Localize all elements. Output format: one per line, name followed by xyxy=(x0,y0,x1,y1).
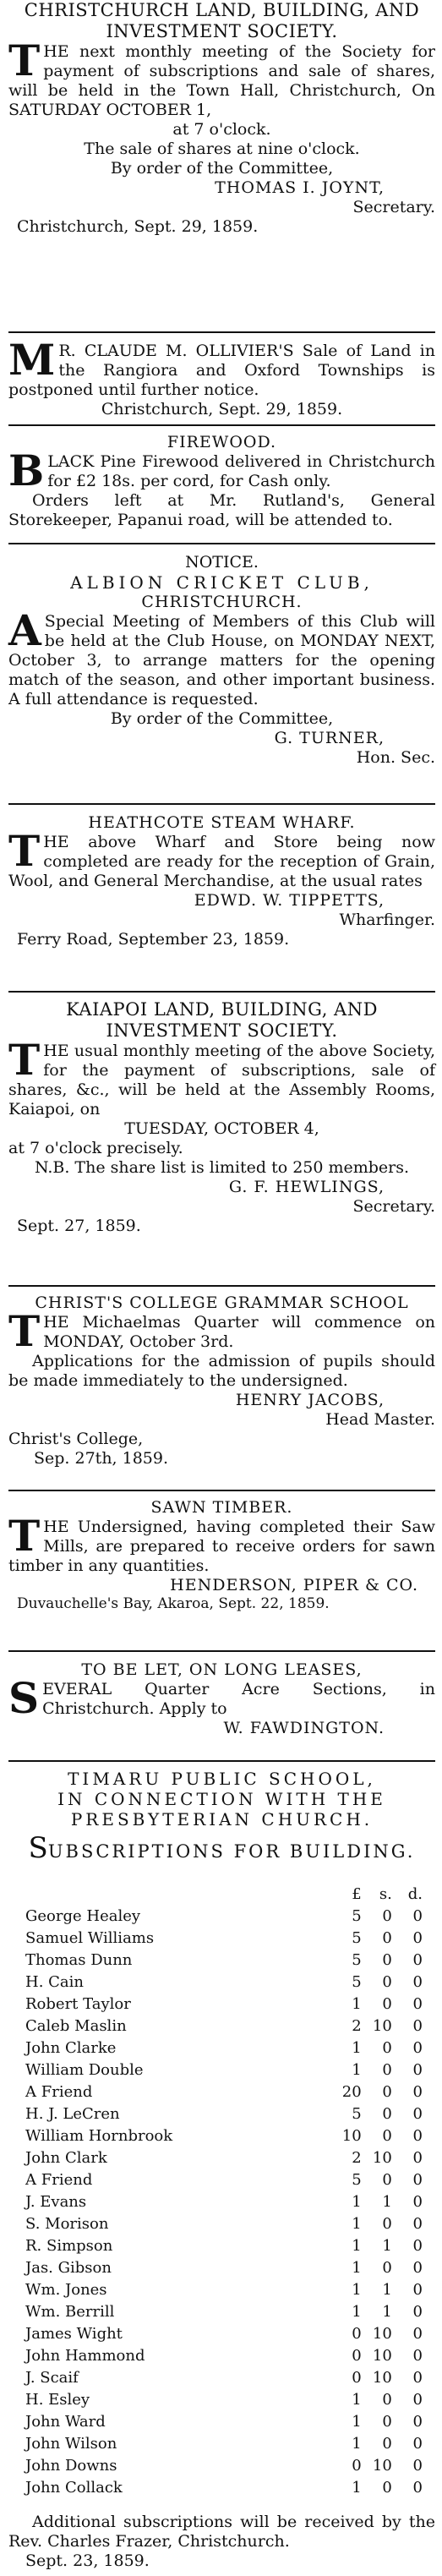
dateline: Christchurch, Sept. 29, 1859. xyxy=(101,400,343,418)
ad-body-2: Applications for the admission of pupils should be made immediately to the undersigned. xyxy=(8,1352,435,1390)
divider xyxy=(8,803,435,805)
pounds-cell: 1 xyxy=(352,2413,362,2431)
drop-cap: S xyxy=(28,1831,48,1865)
table-row xyxy=(25,2235,423,2257)
shillings-cell: 0 xyxy=(382,1907,392,1925)
ad-body: HE above Wharf and Store being now completed are ready for the reception of Grain, Wool, and General Merchandise, at the usual rates xyxy=(8,833,435,890)
pence-cell: 0 xyxy=(412,1995,423,2013)
shillings-cell: 10 xyxy=(372,2347,392,2365)
pence-cell: 0 xyxy=(412,2303,423,2321)
pounds-cell: 2 xyxy=(352,2017,362,2035)
subscriptions-heading: UBSCRIPTIONS FOR BUILDING. xyxy=(47,1841,416,1862)
divider xyxy=(8,1490,435,1491)
pence-cell: 0 xyxy=(412,2039,423,2057)
subscriber-name: John Hammond xyxy=(25,2347,145,2365)
subscriber-name: James Wight xyxy=(25,2325,123,2343)
pounds-cell: 1 xyxy=(352,2479,362,2497)
ad-albion-cricket-club xyxy=(8,553,435,768)
notice-heading: NOTICE. xyxy=(185,553,259,572)
pence-cell: 0 xyxy=(412,2017,423,2035)
column-header: d. xyxy=(407,1885,423,1903)
pence-cell: 0 xyxy=(412,2435,423,2453)
shillings-cell: 0 xyxy=(382,2127,392,2145)
shillings-cell: 10 xyxy=(372,2149,392,2167)
table-row xyxy=(25,1972,423,1994)
footer-note: Additional subscriptions will be received by the Rev. Charles Frazer, Christchurch. xyxy=(8,2513,435,2551)
pence-cell: 0 xyxy=(412,2281,423,2299)
table-row xyxy=(25,2213,423,2235)
pence-cell: 0 xyxy=(412,2369,423,2387)
table-row xyxy=(25,2125,423,2147)
shillings-cell: 0 xyxy=(382,2061,392,2079)
table-row xyxy=(25,1906,423,1928)
pence-cell: 0 xyxy=(412,1929,423,1947)
pounds-cell: 1 xyxy=(352,2435,362,2453)
shillings-cell: 0 xyxy=(382,1929,392,1947)
shillings-cell: 1 xyxy=(382,2237,392,2255)
subscriber-name: George Healey xyxy=(25,1907,141,1925)
shillings-cell: 0 xyxy=(382,2479,392,2497)
pence-cell: 0 xyxy=(412,2259,423,2277)
signatory: EDWD. W. TIPPETTS, xyxy=(194,891,385,910)
pounds-cell: 1 xyxy=(352,1995,362,2013)
dateline: Duvauchelle's Bay, Akaroa, Sept. 22, 1859. xyxy=(17,1595,330,1612)
subscriber-name: J. Scaif xyxy=(25,2369,79,2387)
table-row xyxy=(25,2345,423,2367)
drop-cap: T xyxy=(8,36,41,85)
pence-cell: 0 xyxy=(412,2149,423,2167)
signatory-role: Hon. Sec. xyxy=(356,748,435,767)
table-row xyxy=(25,2059,423,2081)
shillings-cell: 10 xyxy=(372,2325,392,2343)
drop-cap: A xyxy=(8,605,41,655)
drop-cap: B xyxy=(8,446,45,495)
table-row xyxy=(25,2411,423,2433)
subscriptions-footer xyxy=(8,2513,435,2571)
ad-heathcote-wharf xyxy=(8,813,435,949)
subscriber-name: Thomas Dunn xyxy=(25,1951,133,1969)
pence-cell: 0 xyxy=(412,2061,423,2079)
table-row xyxy=(25,2389,423,2411)
ad-christchurch-land-society xyxy=(8,0,435,237)
table-row xyxy=(25,2257,423,2279)
ad-timaru-public-school xyxy=(8,1769,435,1863)
pounds-cell: 5 xyxy=(352,1929,362,1947)
pounds-cell: 1 xyxy=(352,2281,362,2299)
ad-title-line2: INVESTMENT SOCIETY. xyxy=(106,21,338,41)
order-line: By order of the Committee, xyxy=(110,159,334,178)
ad-body: Special Meeting of Members of this Club will be held at the Club House, on MONDAY NEXT, October 3, to arrange matters for the opening match of the season, and other important business. A full attendance is requested. xyxy=(8,612,435,708)
ad-title: TIMARU PUBLIC SCHOOL, xyxy=(68,1769,376,1789)
pounds-cell: 5 xyxy=(352,1973,362,1991)
table-row xyxy=(25,2191,423,2213)
table-row xyxy=(25,2301,423,2323)
shillings-cell: 10 xyxy=(372,2017,392,2035)
table-row xyxy=(25,2081,423,2103)
ad-body: HE Undersigned, having completed their Saw Mills, are prepared to receive orders for sawn timber in any quantities. xyxy=(8,1518,435,1575)
subscriber-name: William Double xyxy=(25,2061,144,2079)
ad-christs-college xyxy=(8,1293,435,1468)
ad-ollivier-sale xyxy=(8,335,435,419)
pence-cell: 0 xyxy=(412,2193,423,2211)
pounds-cell: 5 xyxy=(352,2171,362,2189)
divider xyxy=(8,1650,435,1652)
signatory: HENRY JACOBS, xyxy=(235,1391,385,1409)
pence-cell: 0 xyxy=(412,2457,423,2475)
ad-title: CHRIST'S COLLEGE GRAMMAR SCHOOL xyxy=(35,1293,409,1312)
pounds-cell: 1 xyxy=(352,2039,362,2057)
pence-cell: 0 xyxy=(412,2083,423,2101)
ad-title: FIREWOOD. xyxy=(166,433,277,451)
shillings-cell: 1 xyxy=(382,2281,392,2299)
divider xyxy=(8,1285,435,1287)
ad-title: SAWN TIMBER. xyxy=(150,1498,293,1517)
signatory: W. FAWDINGTON. xyxy=(223,1719,385,1737)
pence-cell: 0 xyxy=(412,2413,423,2431)
subscriber-name: John Clarke xyxy=(25,2039,117,2057)
pounds-cell: 10 xyxy=(341,2127,362,2145)
ad-subtitle: CHRISTCHURCH. xyxy=(141,593,303,611)
dateline: Sept. 23, 1859. xyxy=(25,2551,150,2570)
dateline: Ferry Road, September 23, 1859. xyxy=(17,930,290,949)
ad-to-be-let xyxy=(8,1660,435,1738)
pounds-cell: 1 xyxy=(352,2215,362,2233)
shillings-cell: 0 xyxy=(382,1995,392,2013)
drop-cap: T xyxy=(8,1035,41,1085)
divider xyxy=(8,1760,435,1762)
ad-body: R. CLAUDE M. OLLIVIER'S Sale of Land in the Rangiora and Oxford Townships is postponed until further notice. xyxy=(8,342,435,399)
shillings-cell: 0 xyxy=(382,2391,392,2409)
pence-cell: 0 xyxy=(412,2237,423,2255)
drop-cap: M xyxy=(8,335,56,385)
pounds-cell: 1 xyxy=(352,2259,362,2277)
meeting-time: at 7 o'clock. xyxy=(172,120,271,139)
divider xyxy=(8,991,435,993)
ad-title: TO BE LET, ON LONG LEASES, xyxy=(81,1660,363,1679)
pounds-cell: 1 xyxy=(352,2303,362,2321)
subscriber-name: John Wilson xyxy=(25,2435,117,2453)
table-row xyxy=(25,2367,423,2389)
pence-cell: 0 xyxy=(412,2105,423,2123)
shillings-cell: 0 xyxy=(382,2083,392,2101)
pounds-cell: 5 xyxy=(352,2105,362,2123)
table-row xyxy=(25,1928,423,1950)
ad-firewood xyxy=(8,433,435,530)
pounds-cell: 1 xyxy=(352,2237,362,2255)
subscriber-name: Wm. Jones xyxy=(25,2281,107,2299)
table-row xyxy=(25,2037,423,2059)
pence-cell: 0 xyxy=(412,2171,423,2189)
subscriber-name: H. J. LeCren xyxy=(25,2105,120,2123)
pence-cell: 0 xyxy=(412,1907,423,1925)
pence-cell: 0 xyxy=(412,2325,423,2343)
header-blank xyxy=(25,1884,331,1906)
pounds-cell: 0 xyxy=(352,2369,362,2387)
table-row xyxy=(25,2169,423,2191)
divider xyxy=(8,331,435,333)
ad-body: EVERAL Quarter Acre Sections, in Christchurch. Apply to xyxy=(42,1680,435,1718)
table-row xyxy=(25,2477,423,2499)
table-row xyxy=(25,2455,423,2477)
ad-title: ALBION CRICKET CLUB, xyxy=(70,572,374,593)
pence-cell: 0 xyxy=(412,2347,423,2365)
table-row xyxy=(25,2147,423,2169)
signatory: G. TURNER, xyxy=(274,729,385,747)
ad-title: HEATHCOTE STEAM WHARF. xyxy=(88,813,356,832)
subscriber-name: John Ward xyxy=(25,2413,106,2431)
ad-kaiapoi-land-society xyxy=(8,999,435,1236)
shillings-cell: 0 xyxy=(382,2413,392,2431)
meeting-date: TUESDAY, OCTOBER 4, xyxy=(124,1119,319,1138)
pence-cell: 0 xyxy=(412,2127,423,2145)
subscriber-name: John Collack xyxy=(25,2479,123,2497)
pence-cell: 0 xyxy=(412,2215,423,2233)
ad-sawn-timber xyxy=(8,1498,435,1613)
divider xyxy=(8,543,435,544)
pounds-cell: 1 xyxy=(352,2391,362,2409)
signatory-role: Secretary. xyxy=(352,1197,435,1216)
table-header-row xyxy=(25,1884,423,1906)
ad-title-line3: PRESBYTERIAN CHURCH. xyxy=(70,1809,374,1829)
table-row xyxy=(25,2015,423,2037)
table-row xyxy=(25,1994,423,2015)
drop-cap: S xyxy=(8,1673,40,1723)
nb-line: N.B. The share list is limited to 250 members. xyxy=(34,1158,410,1177)
subscriber-name: William Hornbrook xyxy=(25,2127,173,2145)
ad-body: HE next monthly meeting of the Society for payment of subscriptions and sale of shares, will be held in the Town Hall, Christchurch, On SATURDAY OCTOBER 1, xyxy=(8,42,435,119)
dateline-date: Sep. 27th, 1859. xyxy=(34,1449,169,1468)
pounds-cell: 5 xyxy=(352,1951,362,1969)
shillings-cell: 0 xyxy=(382,2171,392,2189)
subscriber-name: S. Morison xyxy=(25,2215,109,2233)
subscriber-name: J. Evans xyxy=(25,2193,87,2211)
shillings-cell: 0 xyxy=(382,1973,392,1991)
subscriber-name: R. Simpson xyxy=(25,2237,113,2255)
table-row xyxy=(25,2103,423,2125)
shillings-cell: 0 xyxy=(382,2259,392,2277)
dateline: Christ's College, xyxy=(8,1430,144,1448)
divider xyxy=(8,424,435,426)
dateline: Sept. 27, 1859. xyxy=(17,1217,141,1235)
subscriber-name: Robert Taylor xyxy=(25,1995,131,2013)
ad-title-line2: INVESTMENT SOCIETY. xyxy=(106,1020,338,1041)
ad-title: CHRISTCHURCH LAND, BUILDING, AND xyxy=(24,0,420,20)
pounds-cell: 1 xyxy=(352,2061,362,2079)
signatory-role: Head Master. xyxy=(325,1410,435,1429)
subscriber-name: A Friend xyxy=(25,2083,93,2101)
subscriber-name: H. Cain xyxy=(25,1973,84,1991)
signatory-role: Secretary. xyxy=(352,198,435,216)
pounds-cell: 0 xyxy=(352,2457,362,2475)
subscriber-name: H. Esley xyxy=(25,2391,90,2409)
sale-time: The sale of shares at nine o'clock. xyxy=(84,139,360,158)
signatory: THOMAS I. JOYNT, xyxy=(215,178,385,197)
signatory: HENDERSON, PIPER & CO. xyxy=(170,1576,418,1594)
order-line: By order of the Committee, xyxy=(110,709,334,728)
pence-cell: 0 xyxy=(412,2391,423,2409)
shillings-cell: 0 xyxy=(382,2039,392,2057)
table-row xyxy=(25,2433,423,2455)
column-header: s. xyxy=(379,1885,392,1903)
subscriber-name: A Friend xyxy=(25,2171,93,2189)
shillings-cell: 0 xyxy=(382,2435,392,2453)
pence-cell: 0 xyxy=(412,1951,423,1969)
dateline: Christchurch, Sept. 29, 1859. xyxy=(17,217,259,236)
shillings-cell: 0 xyxy=(382,2105,392,2123)
ad-title-line2: IN CONNECTION WITH THE xyxy=(57,1789,386,1809)
table-row xyxy=(25,2279,423,2301)
shillings-cell: 0 xyxy=(382,1951,392,1969)
subscriber-name: Wm. Berrill xyxy=(25,2303,115,2321)
meeting-time: at 7 o'clock precisely. xyxy=(8,1139,183,1157)
drop-cap: T xyxy=(8,826,41,876)
drop-cap: T xyxy=(8,1306,41,1356)
shillings-cell: 1 xyxy=(382,2193,392,2211)
drop-cap: T xyxy=(8,1511,41,1561)
shillings-cell: 10 xyxy=(372,2369,392,2387)
ad-body-2: Orders left at Mr. Rutland's, General Storekeeper, Papanui road, will be attended to. xyxy=(8,491,435,529)
signatory: G. F. HEWLINGS, xyxy=(228,1178,385,1196)
table-row xyxy=(25,1950,423,1972)
shillings-cell: 10 xyxy=(372,2457,392,2475)
subscriptions-table xyxy=(25,1884,423,2499)
pounds-cell: 0 xyxy=(352,2325,362,2343)
subscriber-name: Jas. Gibson xyxy=(25,2259,112,2277)
ad-title: KAIAPOI LAND, BUILDING, AND xyxy=(66,999,378,1020)
signatory-role: Wharfinger. xyxy=(339,911,435,929)
pence-cell: 0 xyxy=(412,1973,423,1991)
pounds-cell: 20 xyxy=(341,2083,362,2101)
shillings-cell: 0 xyxy=(382,2215,392,2233)
ad-body: LACK Pine Firewood delivered in Christchurch for £2 18s. per cord, for Cash only. xyxy=(47,452,435,490)
subscriber-name: Caleb Maslin xyxy=(25,2017,127,2035)
table-row xyxy=(25,2323,423,2345)
pounds-cell: 1 xyxy=(352,2193,362,2211)
ad-body: HE Michaelmas Quarter will commence on MONDAY, October 3rd. xyxy=(43,1313,435,1351)
subscriber-name: Samuel Williams xyxy=(25,1929,155,1947)
column-header: £ xyxy=(352,1885,362,1903)
pounds-cell: 2 xyxy=(352,2149,362,2167)
shillings-cell: 1 xyxy=(382,2303,392,2321)
subscriber-name: John Clark xyxy=(25,2149,107,2167)
ad-body: HE usual monthly meeting of the above Society, for the payment of subscriptions, sale of shares, &c., will be held at the Assembly Rooms, Kaiapoi, on xyxy=(8,1042,435,1118)
pounds-cell: 0 xyxy=(352,2347,362,2365)
pounds-cell: 5 xyxy=(352,1907,362,1925)
pence-cell: 0 xyxy=(412,2479,423,2497)
subscriber-name: John Downs xyxy=(25,2457,117,2475)
